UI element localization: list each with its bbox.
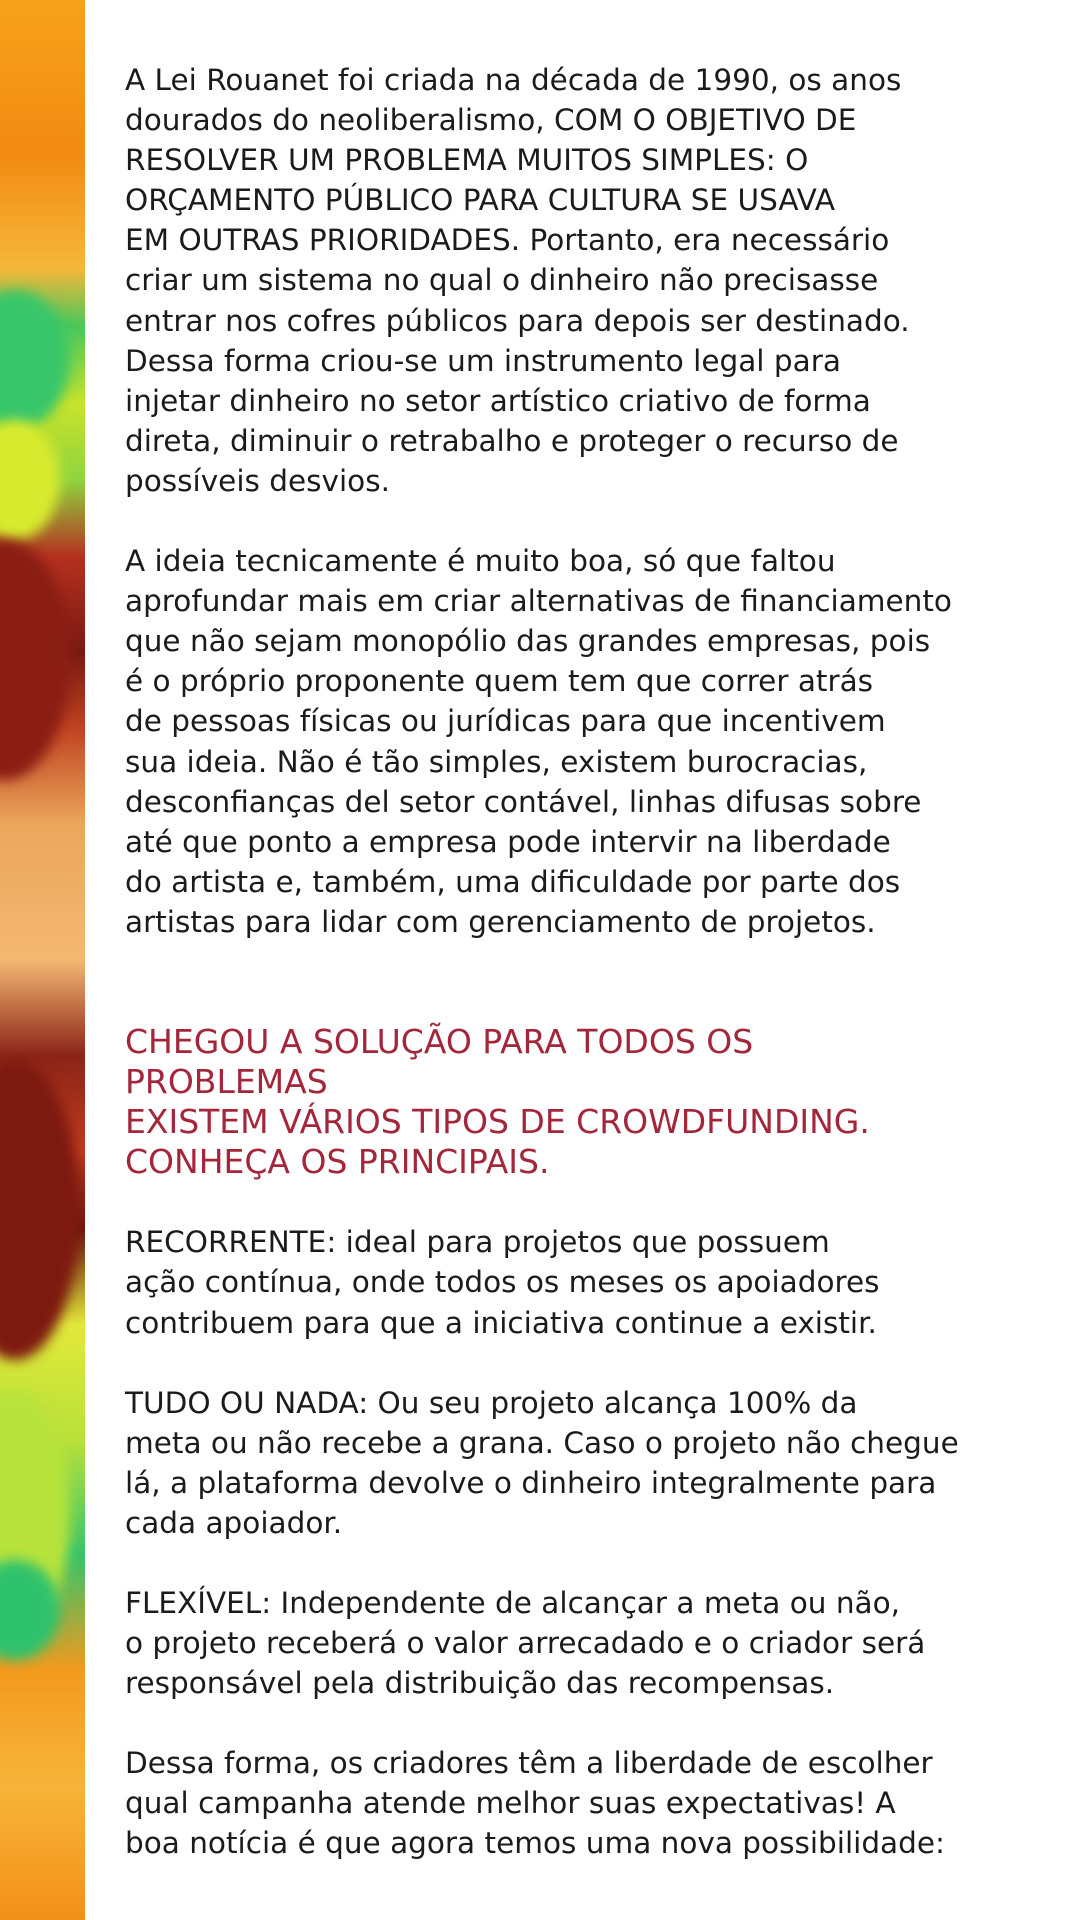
type-term: RECORRENTE (125, 1225, 327, 1260)
article-body (125, 60, 1045, 1904)
closing-paragraph: Dessa forma, os criadores têm a liberdade de escolher qual campanha atende melhor suas expectativas! A boa notícia é que agora temos uma nova possibilidade: (125, 1746, 945, 1861)
type-description: : ideal para projetos que possuem ação contínua, onde todos os meses os apoiadores contribuem para que a iniciativa continue a existir. (125, 1225, 880, 1340)
crowdfunding-type-flexivel (125, 1583, 1045, 1703)
intro-paragraph-2: A ideia tecnicamente é muito boa, só que faltou aprofundar mais em criar alternativas de financiamento que não sejam monopólio das grandes empresas, pois é o próprio proponente quem tem que correr atrás de pessoas físicas ou jurídicas para que incentivem sua ideia. Não é tão simples, existem burocracias, desconfianças del setor contável, linhas difusas sobre até que ponto a empresa pode intervir na liberdade do artista e, também, uma dificuldade por parte dos artistas para lidar com gerenciamento de projetos. (125, 544, 952, 939)
intro-paragraph-1: A Lei Rouanet foi criada na década de 1990, os anos dourados do neoliberalismo, COM O OBJETIVO DE RESOLVER UM PROBLEMA MUITOS SIMPLES: O ORÇAMENTO PÚBLICO PARA CULTURA SE USAVA EM OUTRAS PRIORIDADES. Portanto, era necessário criar um sistema no qual o dinheiro não precisasse entrar nos cofres públicos para depois ser destinado. Dessa forma criou-se um instrumento legal para injetar dinheiro no setor artístico criativo de forma direta, diminuir o retrabalho e proteger o recurso de possíveis desvios. (125, 63, 910, 498)
decorative-fruit-shape (0, 1060, 80, 1360)
decorative-leaf-shape (0, 290, 70, 430)
type-description: : Ou seu projeto alcança 100% da meta ou não recebe a grana. Caso o projeto não chegue lá, a plataforma devolve o dinheiro integralmente para cada apoiador. (125, 1385, 959, 1540)
type-term: FLEXÍVEL (125, 1586, 262, 1620)
section-heading: CHEGOU A SOLUÇÃO PARA TODOS OS PROBLEMAS EXISTEM VÁRIOS TIPOS DE CROWDFUNDING. CONHEÇA OS PRINCIPAIS. (125, 1021, 870, 1182)
type-term: TUDO OU NADA (125, 1385, 359, 1420)
decorative-fruit-shape (0, 540, 70, 780)
crowdfunding-type-tudo-ou-nada (125, 1383, 1045, 1543)
section-spacer (125, 982, 1045, 1022)
decorative-side-strip (0, 0, 85, 1920)
decorative-leaf-shape (0, 420, 60, 540)
crowdfunding-type-recorrente (125, 1222, 1045, 1342)
type-description: : Independente de alcançar a meta ou não, o projeto receberá o valor arrecadado e o criador será responsável pela distribuição das recompensas. (125, 1586, 926, 1701)
